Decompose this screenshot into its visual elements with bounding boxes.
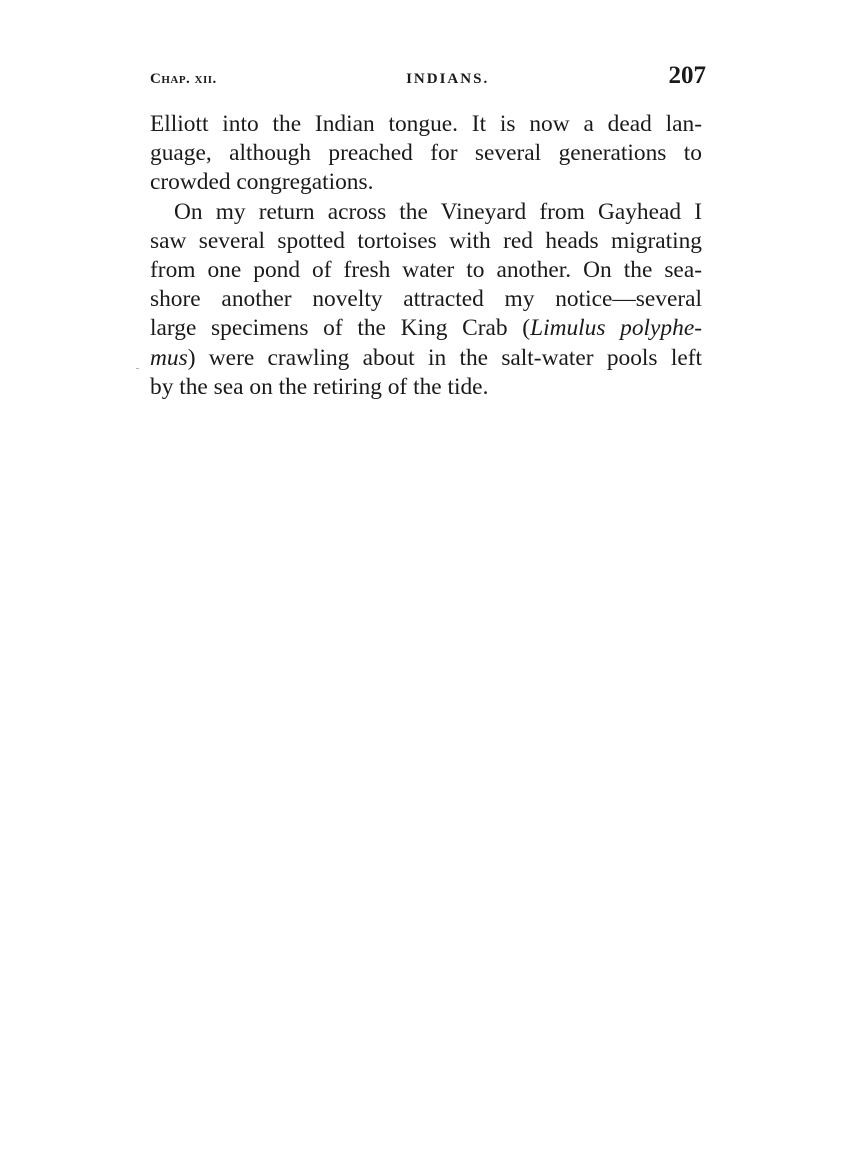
italic-species-name: Limulus polyphe- xyxy=(530,315,702,342)
text-line: guage, although preached for several generations to xyxy=(150,140,702,167)
running-title: INDIANS. xyxy=(406,71,490,87)
text-line-with-italic xyxy=(150,314,702,343)
text-segment: ) were crawling about in the salt-water pools left xyxy=(187,344,702,371)
body-text xyxy=(150,110,702,402)
text-line: On my return across the Vineyard from Gayhead I xyxy=(174,198,702,225)
text-line: from one pond of fresh water to another. On the sea- xyxy=(150,257,702,284)
paragraph-1 xyxy=(150,110,702,198)
paragraph-2 xyxy=(150,198,702,402)
text-line: Elliott into the Indian tongue. It is now a dead lan- xyxy=(150,111,702,137)
italic-species-name-continued: mus xyxy=(150,344,188,371)
running-head xyxy=(150,62,706,90)
text-line: by the sea on the retiring of the tide. xyxy=(150,373,489,400)
text-line: crowded congregations. xyxy=(150,169,374,196)
text-line: shore another novelty attracted my notice—several xyxy=(150,286,702,313)
text-line: saw several spotted tortoises with red heads migrating xyxy=(150,227,702,254)
print-speck xyxy=(136,368,139,369)
page-number: 207 xyxy=(668,62,706,89)
chapter-label: Chap. xii. xyxy=(150,71,217,87)
text-segment: large specimens of the King Crab ( xyxy=(150,315,531,342)
text-line-with-italic xyxy=(150,344,702,373)
